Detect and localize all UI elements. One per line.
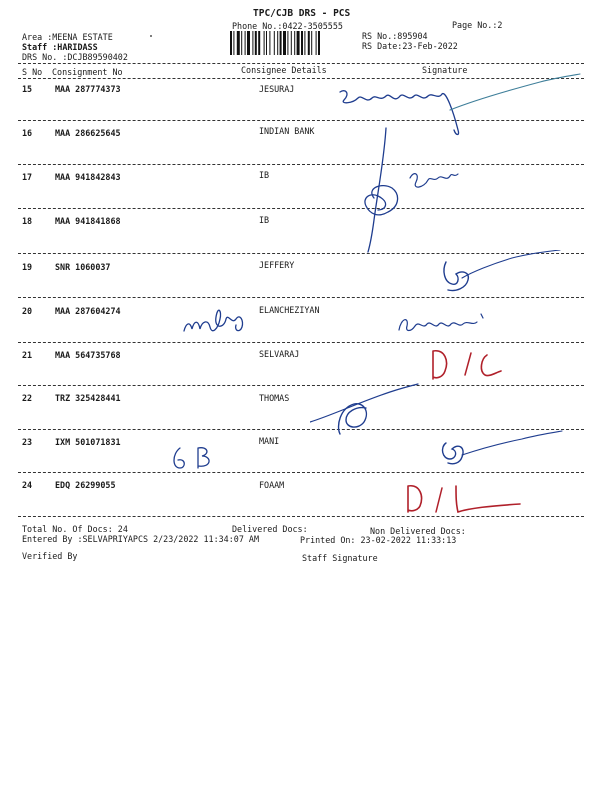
printed-on: Printed On: 23-02-2022 11:33:13 <box>300 535 457 545</box>
row-consignment: MAA 286625645 <box>55 128 121 138</box>
barcode-bar <box>283 31 286 55</box>
row-sno: 16 <box>22 128 33 138</box>
row-consignment: MAA 287604274 <box>55 306 121 316</box>
column-header-signature: Signature <box>422 65 468 75</box>
barcode-bar <box>266 31 267 55</box>
row-consignment: EDQ 26299055 <box>55 480 116 490</box>
barcode-bar <box>304 31 305 55</box>
barcode-bar <box>297 31 300 55</box>
page-number: Page No.:2 <box>452 20 503 30</box>
row-consignment: MAA 564735768 <box>55 350 121 360</box>
barcode-bar <box>318 31 320 55</box>
verified-by: Verified By <box>22 551 78 561</box>
barcode-bar <box>247 31 250 55</box>
barcode-bar <box>301 31 303 55</box>
signature-row19 <box>432 250 582 300</box>
rs-number: RS No.:895904 <box>362 31 428 41</box>
sheet-title: TPC/CJB DRS - PCS <box>253 8 351 19</box>
barcode-bar <box>287 31 288 55</box>
total-docs: Total No. Of Docs: 24 <box>22 524 128 534</box>
row-consignee: IB <box>259 170 270 180</box>
entered-by: Entered By :SELVAPRIYAPCS 2/23/2022 11:34:07 AM <box>22 534 259 544</box>
barcode-bar <box>316 31 317 55</box>
barcode-bar <box>230 31 232 55</box>
barcode-bar <box>311 31 312 55</box>
barcode-bar <box>245 31 246 55</box>
barcode-bar <box>258 31 260 55</box>
row-sno: 19 <box>22 262 33 272</box>
row-sno: 23 <box>22 437 33 447</box>
row-sno: 24 <box>22 480 33 490</box>
barcode-bar <box>233 31 234 55</box>
row-consignee: SELVARAJ <box>259 349 300 359</box>
signature-row23-right <box>432 425 582 470</box>
row-divider <box>18 472 584 473</box>
row-consignment: IXM 501071831 <box>55 437 121 447</box>
column-header-consignment: Consignment No <box>52 67 123 77</box>
row-sno: 22 <box>22 393 33 403</box>
rs-date: RS Date:23-Feb-2022 <box>362 41 458 51</box>
delivered-docs: Delivered Docs: <box>232 524 308 534</box>
header-divider <box>18 63 584 64</box>
row-consignee: THOMAS <box>259 393 290 403</box>
signature-row20-left <box>180 295 260 343</box>
row-consignee: JEFFERY <box>259 260 295 270</box>
phone-number: Phone No.:0422-3505555 <box>232 21 343 31</box>
row-consignment: TRZ 325428441 <box>55 393 121 403</box>
signature-row24-dl <box>400 482 540 518</box>
signature-row21-dc <box>425 345 515 385</box>
row-consignment: SNR 1060037 <box>55 262 111 272</box>
barcode-bar <box>264 31 265 55</box>
row-consignee: FOAAM <box>259 480 285 490</box>
row-divider <box>18 385 584 386</box>
row-consignee: JESURAJ <box>259 84 295 94</box>
signature-row20-right <box>395 308 495 338</box>
barcode-bar <box>252 31 253 55</box>
staff-signature-label: Staff Signature <box>302 553 378 563</box>
barcode-bar <box>237 31 240 55</box>
non-delivered-docs: Non Delivered Docs: <box>370 526 466 536</box>
row-divider <box>18 342 584 343</box>
signature-row22 <box>310 382 430 442</box>
barcode-bar <box>269 31 270 55</box>
row-sno: 15 <box>22 84 33 94</box>
barcode-bar <box>280 31 282 55</box>
barcode-bar <box>277 31 278 55</box>
barcode-bar <box>274 31 275 55</box>
signature-scrawl <box>300 70 590 270</box>
staff-label: Staff :HARIDASS <box>22 42 98 52</box>
row-consignment: MAA 287774373 <box>55 84 121 94</box>
row-consignee: INDIAN BANK <box>259 126 315 136</box>
row-sno: 17 <box>22 172 33 182</box>
scan-speck <box>150 35 152 37</box>
row-consignee: ELANCHEZIYAN <box>259 305 320 315</box>
area-label: Area :MEENA ESTATE <box>22 32 113 42</box>
row-consignee: IB <box>259 215 270 225</box>
barcode-bar <box>255 31 257 55</box>
drs-number: DRS No. :DCJB89590402 <box>22 52 128 62</box>
barcode-bar <box>308 31 310 55</box>
row-consignment: MAA 941841868 <box>55 216 121 226</box>
row-consignee: MANI <box>259 436 280 446</box>
row-sno: 21 <box>22 350 33 360</box>
barcode-bar <box>241 31 242 55</box>
row-consignment: MAA 941842843 <box>55 172 121 182</box>
row-sno: 20 <box>22 306 33 316</box>
column-header-consignee: Consignee Details <box>241 65 327 75</box>
signature-row23-left <box>168 440 228 474</box>
barcode-image <box>230 31 358 55</box>
row-sno: 18 <box>22 216 33 226</box>
barcode-bar <box>294 31 295 55</box>
column-header-sno: S No <box>22 67 43 77</box>
barcode-bar <box>291 31 292 55</box>
